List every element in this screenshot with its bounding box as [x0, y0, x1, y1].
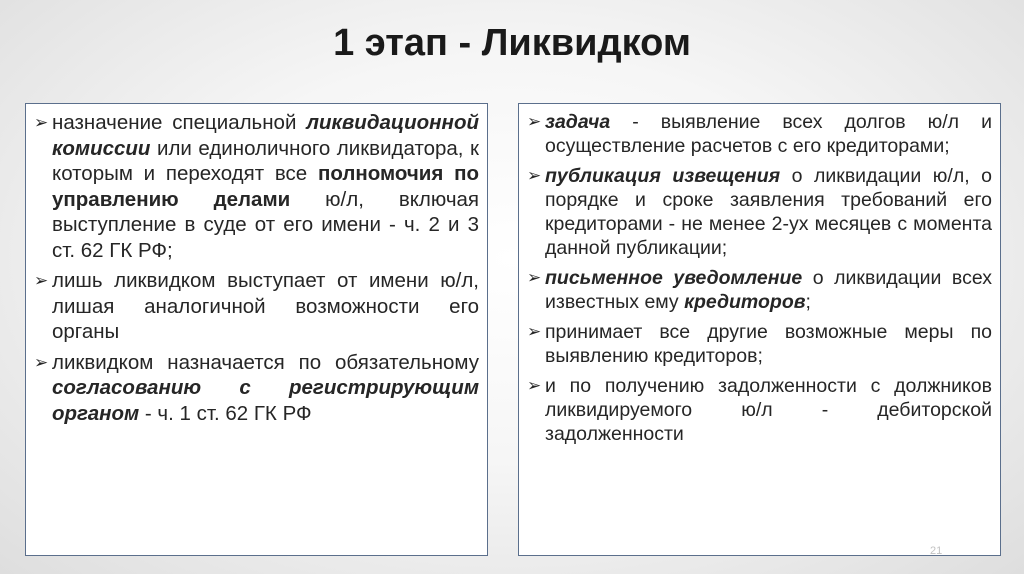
arrow-bullet-icon: ➢: [527, 112, 542, 131]
emphasized-text: публикация извещения: [545, 165, 781, 187]
bullet-item: [527, 320, 992, 368]
emphasized-text: полномочия по управлению делами: [52, 162, 480, 211]
arrow-bullet-icon: ➢: [34, 271, 49, 290]
emphasized-text: кредиторов: [684, 291, 806, 313]
arrow-bullet-icon: ➢: [527, 322, 542, 341]
arrow-bullet-icon: ➢: [34, 113, 49, 132]
emphasized-text: согласованию с регистрирующим органом: [52, 376, 479, 425]
arrow-bullet-icon: ➢: [527, 166, 542, 185]
bullet-item: [527, 374, 992, 446]
arrow-bullet-icon: ➢: [527, 268, 542, 287]
item-text: ю/л, включая выступление в суде от его имени - ч. 2 и 3 ст. 62 ГК РФ;: [52, 187, 480, 262]
item-text: лишь ликвидком выступает от имени ю/л, лишая аналогичной возможности его органы: [52, 269, 479, 343]
arrow-bullet-icon: ➢: [527, 376, 542, 395]
item-text: ;: [805, 291, 811, 313]
item-text: назначение специальной: [52, 111, 307, 134]
slide-number: 21: [930, 545, 943, 557]
item-text: - выявление всех долгов ю/л и осуществление расчетов с его кредиторами;: [545, 111, 992, 157]
slide-title: 1 этап - Ликвидком: [333, 22, 691, 64]
bullet-item: [527, 164, 992, 260]
left-text-box: [25, 103, 488, 556]
bullet-item: [34, 350, 479, 427]
emphasized-text: задача: [545, 111, 611, 133]
bullet-item: [527, 110, 992, 158]
item-text: о ликвидации ю/л, о порядке и сроке заявления требований его кредиторами - не менее 2-ух месяцев с момента данной публикации;: [545, 165, 992, 259]
item-text: или единоличного ликвидатора, к которым и переходят все: [52, 136, 479, 185]
emphasized-text: письменное уведомление: [545, 267, 803, 289]
item-text: и по получению задолженности с должников ликвидируемого ю/л - дебиторской задолженности: [545, 375, 992, 445]
item-text: - ч. 1 ст. 62 ГК РФ: [139, 401, 312, 425]
bullet-item: [34, 110, 479, 263]
arrow-bullet-icon: ➢: [34, 352, 49, 372]
item-text: о ликвидации всех известных ему: [545, 267, 992, 313]
right-text-box: [518, 103, 1001, 556]
bullet-item: [34, 268, 479, 345]
bullet-item: [527, 266, 992, 314]
emphasized-text: ликвидационной комиссии: [52, 111, 479, 160]
item-text: принимает все другие возможные меры по выявлению кредиторов;: [545, 321, 992, 367]
item-text: ликвидком назначается по обязательному: [52, 350, 479, 374]
